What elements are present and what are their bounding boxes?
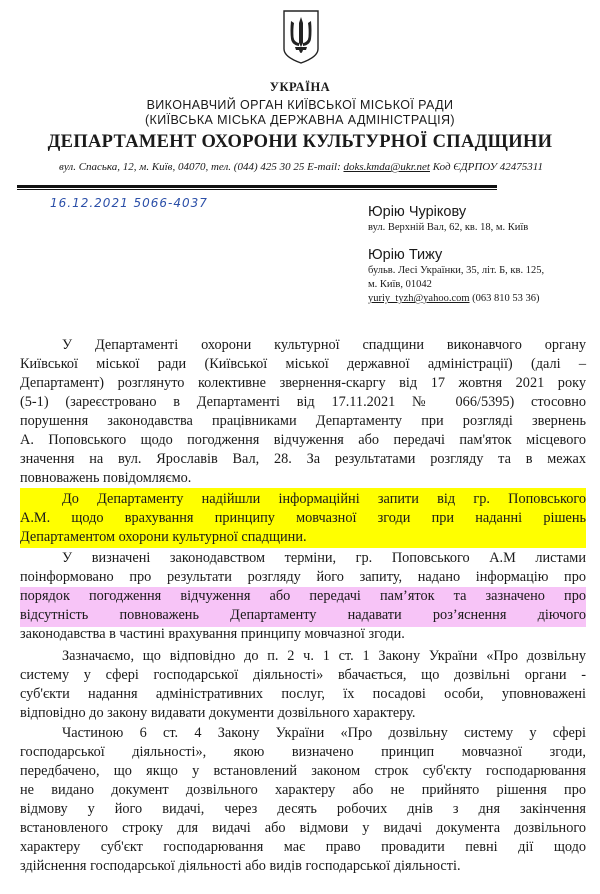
body-line-highlighted: законодавства в частині врахування принципу мовчазної згоди. — [20, 626, 405, 642]
body-line: А. Поповського щодо погодження відчуження або передачі пам'яток місцевого — [20, 432, 586, 448]
recipient-email-link[interactable]: yuriy_tyzh@yahoo.com — [368, 293, 470, 304]
body-line: порушення законодавства працівниками Департаменту при розгляді звернень — [20, 413, 586, 429]
body-line: Київської міської ради (Київської міської державної адміністрації) (далі – — [20, 356, 586, 372]
contacts-line — [36, 161, 566, 173]
contacts-edrpou: Код ЄДРПОУ 42475311 — [429, 161, 543, 173]
body-line: порядок погодження відчуження або передачі пам’яток та зазначено про — [20, 588, 586, 604]
body-line: систему у сфері господарської діяльності» вбачається, що дозвільні органи - — [20, 667, 586, 683]
body-line: поінформовано про результати розгляду його запиту, надано інформацію про — [20, 569, 586, 585]
body-line: не видано документ дозвільного характеру або не прийнято рішення про — [20, 782, 586, 798]
body-line: Зазначаємо, що відповідно до п. 2 ч. 1 ст. 1 Закону України «Про дозвільну — [62, 648, 586, 664]
header-divider-thin — [17, 189, 497, 190]
org-name-line1: ВИКОНАВЧИЙ ОРГАН КИЇВСЬКОЇ МІСЬКОЇ РАДИ — [146, 98, 454, 112]
recipient-name: Юрію Чурікову — [368, 204, 467, 220]
contacts-address: вул. Спаська, 12, м. Київ, 04070, тел. (044) 425 30 25 E-mail: — [59, 161, 344, 173]
body-line: характеру суб'єкт господарювання має право провадити певні дії щодо — [20, 839, 586, 855]
body-line: У Департаменті охорони культурної спадщини виконавчого органу — [62, 337, 586, 353]
body-line: господарської діяльності», якою визначено принцип мовчазної згоди, — [20, 744, 586, 760]
body-line: відповідно до закону видавати документи дозвільного характеру. — [20, 705, 416, 721]
body-line: (5-1) (зареєстровано в Департаменті від 17.11.2021 № 066/5395) стосовно — [20, 394, 586, 410]
body-line: відмову у його видачі, через десять робочих днів з дня закінчення — [20, 801, 586, 817]
body-line: Департамент) розглянуто колективне звернення-скаргу від 17 жовтня 2021 року — [20, 375, 586, 391]
body-line-highlighted: А.М. щодо врахування принципу мовчазної згоди при наданні рішень — [20, 510, 586, 526]
body-line: значення на вул. Ярославів Вал, 28. За результатами розгляду та в межах — [20, 451, 586, 467]
body-line: повноважень повідомляємо. — [20, 470, 192, 486]
body-line-highlighted: До Департаменту надійшли інформаційні запити від гр. Поповського — [62, 491, 586, 507]
org-name-line2: (КИЇВСЬКА МІСЬКА ДЕРЖАВНА АДМІНІСТРАЦІЯ) — [144, 113, 455, 127]
recipient-name: Юрію Тижу — [368, 247, 443, 263]
country-title: УКРАЇНА — [269, 80, 331, 94]
trident-emblem-icon — [282, 9, 320, 65]
body-line: Частиною 6 ст. 4 Закону України «Про дозвільну систему у сфері — [62, 725, 586, 741]
recipient-contact — [368, 292, 598, 306]
body-line: суб'єкти надання адміністративних послуг, їх посадові особи, уповноважені — [20, 686, 586, 702]
body-line: здійснення господарської діяльності або видів господарської діяльності. — [20, 858, 461, 874]
recipient-address: вул. Верхній Вал, 62, кв. 18, м. Київ — [368, 222, 529, 233]
recipient-address: бульв. Лесі Українки, 35, літ. Б, кв. 125, — [368, 265, 545, 276]
registration-handwritten-number: 16.12.2021 5066-4037 — [50, 196, 208, 210]
department-email-link[interactable]: doks.kmda@ukr.net — [343, 161, 430, 173]
recipient-2 — [368, 246, 598, 306]
recipient-phone: (063 810 53 36) — [469, 293, 540, 304]
body-line-highlighted: Департаментом охорони культурної спадщини. — [20, 529, 307, 545]
body-line: встановленого строку для видачі або відмови у видачі документа дозвільного — [20, 820, 586, 836]
recipient-address: м. Київ, 01042 — [368, 279, 432, 290]
header-divider-thick — [17, 185, 497, 188]
body-line: У визначені законодавством терміни, гр. Поповського А.М листами — [62, 550, 586, 566]
body-line-highlighted: відсутність повноважень Департаменту надавати роз’яснення діючого — [20, 607, 586, 623]
recipient-1 — [368, 203, 598, 235]
department-title: ДЕПАРТАМЕНТ ОХОРОНИ КУЛЬТУРНОЇ СПАДЩИНИ — [47, 132, 553, 152]
body-line: передбачено, що якщо у встановлений законом строк суб'єкту господарювання — [20, 763, 586, 779]
